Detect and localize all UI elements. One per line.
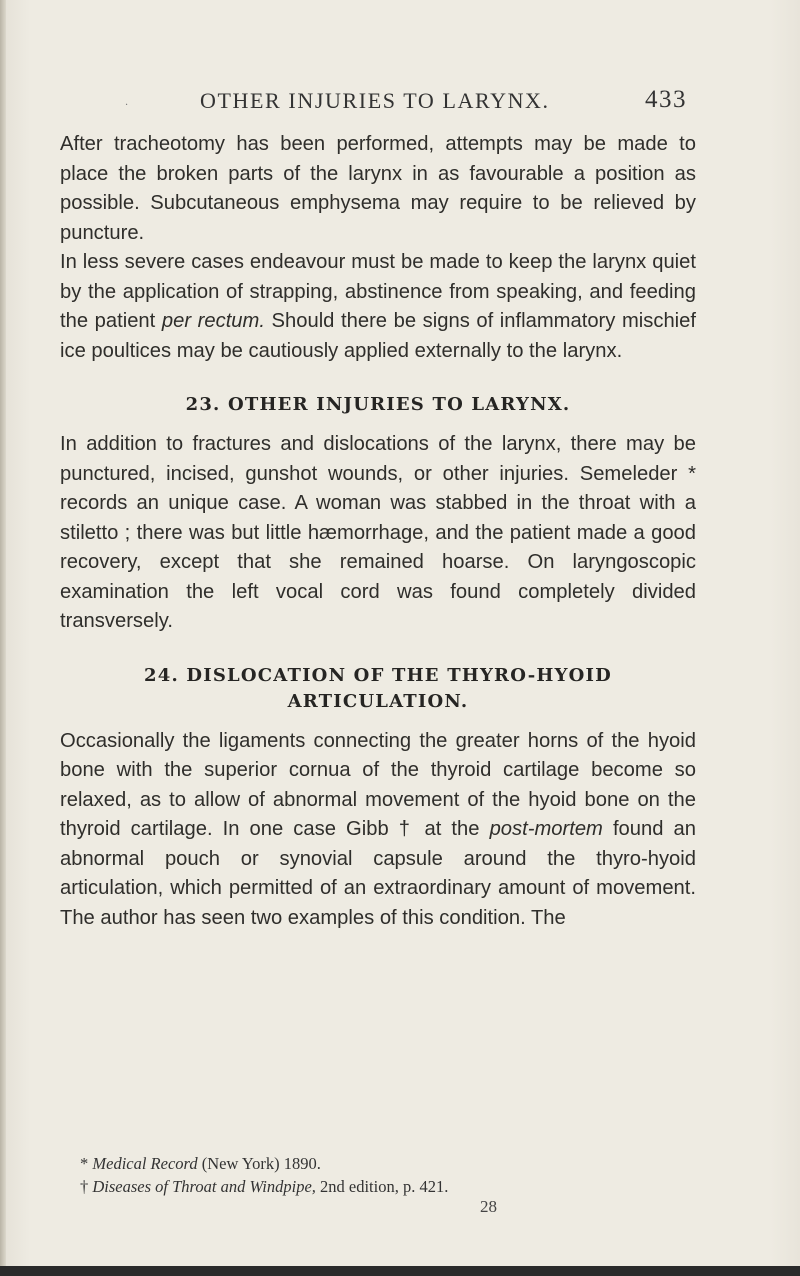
footnotes <box>80 1152 700 1198</box>
paragraph-text: Occasionally the ligaments connecting the greater horns of the hyoid bone with the superior cornua of the thyroid cartilage become so relaxed, as to allow of abnormal movement of the hyoid bone on the thyroid cartilage. In one case Gibb † at the <box>60 729 696 840</box>
running-head-dot: · <box>125 100 129 111</box>
footnote-source-title: Medical Record <box>92 1154 198 1173</box>
footnote-detail: 2nd edition, p. 421. <box>315 1177 449 1196</box>
italic-latin-phrase: per rectum. <box>161 310 265 332</box>
footnote-source-title: Diseases of Throat and Windpipe, <box>92 1177 316 1196</box>
paragraph-text: found an abnormal pouch or synovial capsule around the thyro-hyoid articulation, which permitted of an extraordinary amount of movement. The author has seen two examples of this condition. The <box>60 818 696 929</box>
section-heading-24-line2: ARTICULATION. <box>287 690 469 712</box>
paragraph-text: Should there be signs of inflammatory mischief ice poultices may be cautiously applied externally to the larynx. <box>60 310 696 362</box>
footnote-1 <box>80 1152 700 1175</box>
page-gutter-edge <box>0 0 6 1276</box>
section-heading-24 <box>60 663 696 715</box>
footnote-mark: * <box>80 1154 93 1173</box>
page-number: 433 <box>645 86 687 113</box>
footnote-2 <box>80 1175 700 1198</box>
body-text <box>60 130 696 933</box>
footnote-mark: † <box>80 1177 93 1196</box>
paragraph-text: In less severe cases endeavour must be made to keep the larynx quiet by the application of strapping, abstinence from speaking, and feeding the patient <box>60 251 696 332</box>
paragraph-less-severe-cases <box>60 248 696 366</box>
signature-mark: 28 <box>480 1197 497 1216</box>
paragraph-thyro-hyoid <box>60 727 696 934</box>
footnote-detail: (New York) 1890. <box>197 1154 321 1173</box>
italic-latin-phrase: post-mortem <box>489 818 603 840</box>
running-head <box>0 88 800 122</box>
paragraph-other-injuries: In addition to fractures and dislocations of the larynx, there may be punctured, incised, gunshot wounds, or other injuries. Semeleder * records an unique case. A woman was stabbed in the throat with a stiletto ; there was but little hæmorrhage, and the patient made a good recovery, except that she remained hoarse. On laryngoscopic examination the left vocal cord was found completely divided transversely. <box>60 433 696 632</box>
running-head-title: OTHER INJURIES TO LARYNX. <box>200 88 550 113</box>
scan-bottom-border <box>0 1266 800 1276</box>
section-heading-23: 23. OTHER INJURIES TO LARYNX. <box>185 394 571 415</box>
paragraph-tracheotomy: After tracheotomy has been performed, attempts may be made to place the broken parts of the larynx in as favourable a position as possible. Subcutaneous emphysema may require to be relieved by puncture. <box>60 133 696 244</box>
section-heading-24-line1: 24. DISLOCATION OF THE THYRO-HYOID <box>144 664 612 686</box>
